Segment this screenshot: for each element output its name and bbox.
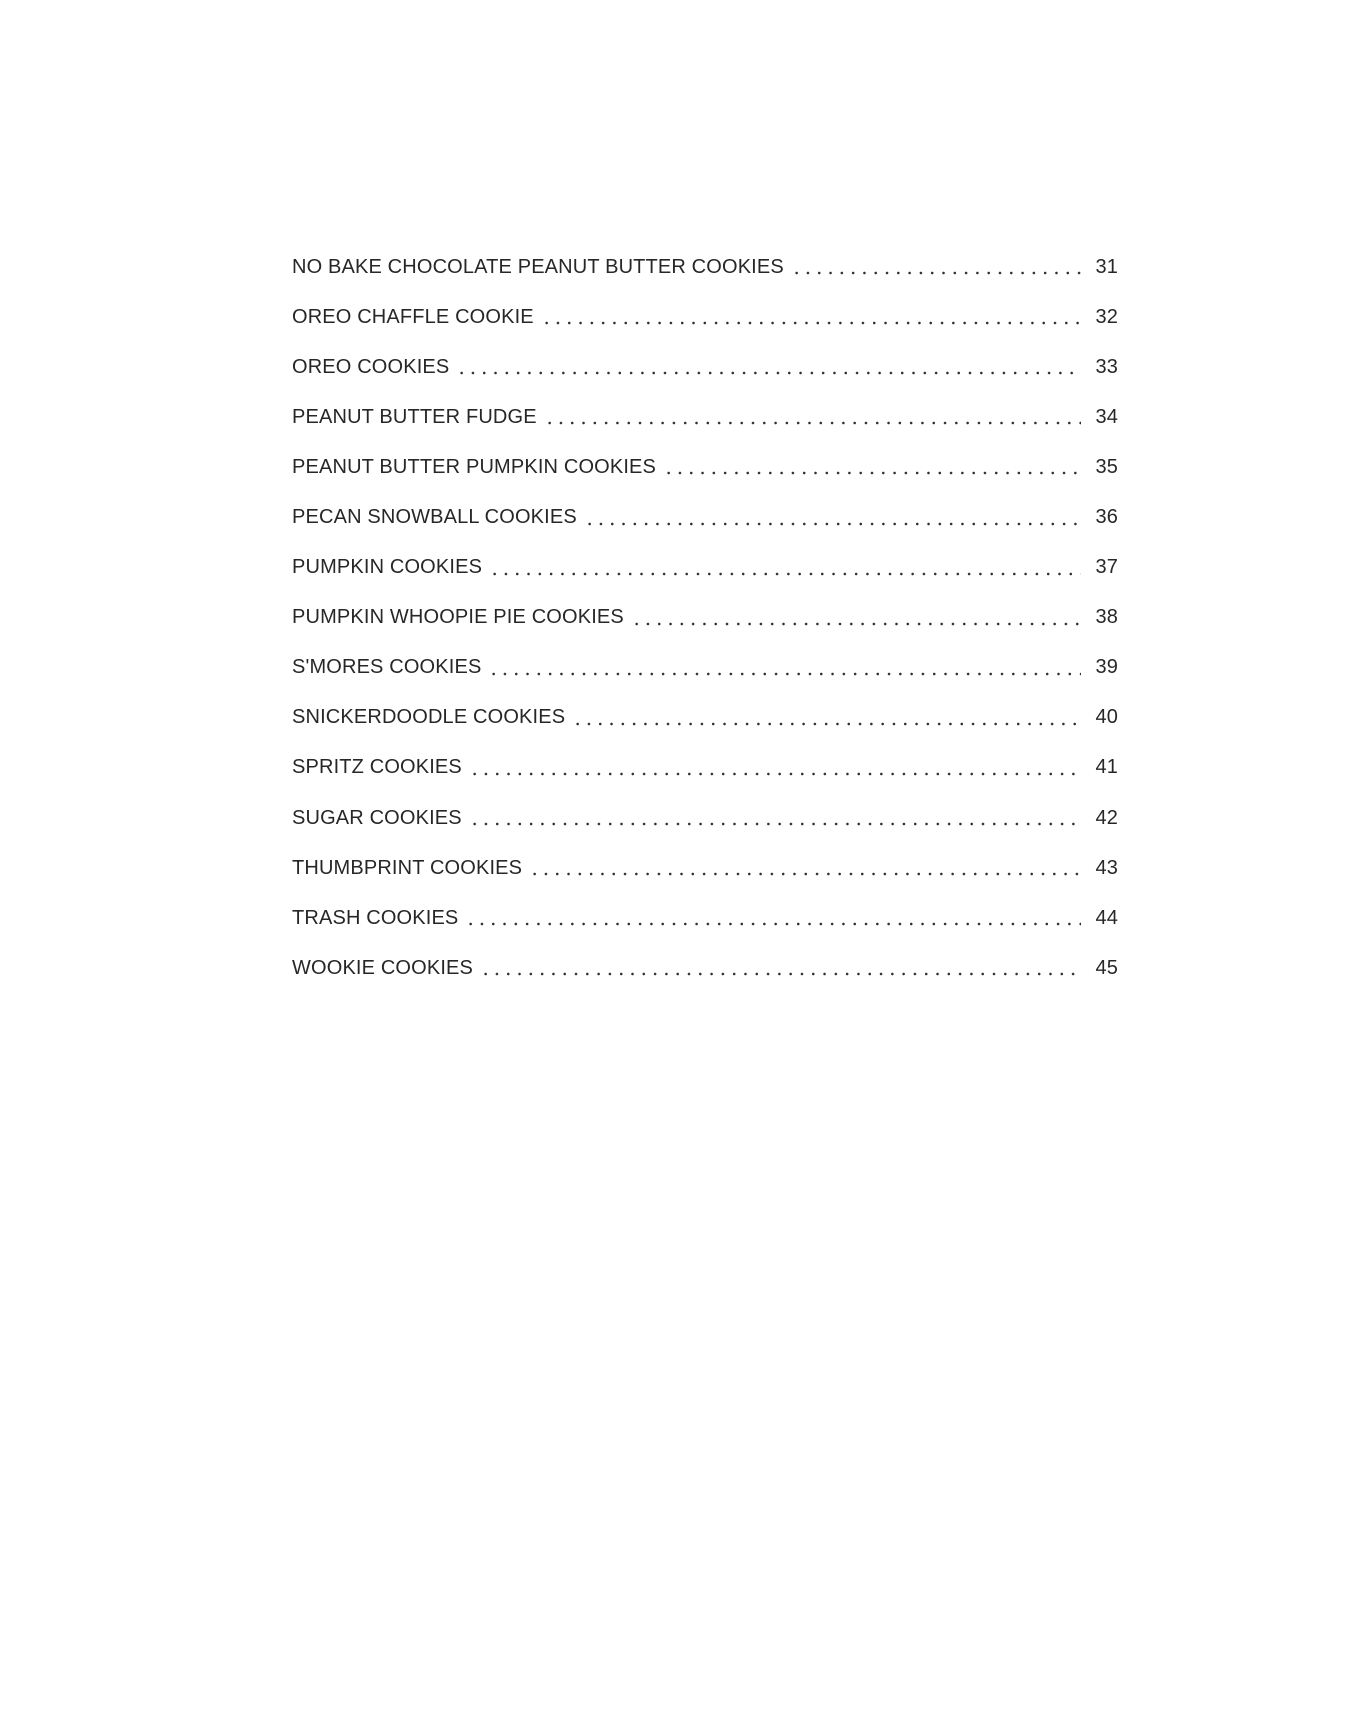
toc-entry [292, 943, 1118, 993]
dot-leader [629, 593, 1081, 643]
toc-entry-title: PUMPKIN WHOOPIE PIE COOKIES [292, 606, 624, 629]
toc-entry [292, 593, 1118, 643]
toc-entry-page-number: 45 [1095, 956, 1118, 979]
toc-entry-page-number: 35 [1095, 455, 1118, 478]
dot-leader [582, 492, 1081, 542]
dot-leader [789, 242, 1081, 292]
dot-leader [478, 943, 1081, 993]
toc-entry [292, 793, 1118, 843]
toc-entry-page-number: 33 [1095, 355, 1118, 378]
toc-entry-title: SUGAR COOKIES [292, 806, 462, 829]
dot-leader [542, 392, 1081, 442]
toc-entry-page-number: 44 [1095, 906, 1118, 929]
toc-entry-page-number: 39 [1095, 656, 1118, 679]
dot-leader [661, 442, 1081, 492]
toc-entry [292, 242, 1118, 292]
dot-leader [486, 643, 1081, 693]
dot-leader [539, 292, 1081, 342]
toc-entry-title: PEANUT BUTTER FUDGE [292, 405, 537, 428]
toc-entry [292, 442, 1118, 492]
toc-entry-page-number: 34 [1095, 405, 1118, 428]
toc-entry-title: NO BAKE CHOCOLATE PEANUT BUTTER COOKIES [292, 255, 784, 278]
toc-entry-title: PEANUT BUTTER PUMPKIN COOKIES [292, 455, 657, 478]
table-of-contents [292, 242, 1118, 993]
toc-entry [292, 292, 1118, 342]
toc-entry-page-number: 38 [1095, 606, 1118, 629]
dot-leader [487, 543, 1081, 593]
toc-entry-title: THUMBPRINT COOKIES [292, 856, 523, 879]
toc-entry-title: OREO COOKIES [292, 355, 450, 378]
dot-leader [467, 743, 1081, 793]
toc-entry-page-number: 42 [1095, 806, 1118, 829]
toc-entry-page-number: 43 [1095, 856, 1118, 879]
toc-entry [292, 392, 1118, 442]
toc-entry-title: PECAN SNOWBALL COOKIES [292, 506, 577, 529]
toc-entry [292, 843, 1118, 893]
toc-entry-page-number: 31 [1095, 255, 1118, 278]
toc-entry-title: SPRITZ COOKIES [292, 756, 462, 779]
toc-entry [292, 492, 1118, 542]
toc-entry-page-number: 37 [1095, 556, 1118, 579]
toc-entry [292, 342, 1118, 392]
toc-entry-page-number: 32 [1095, 305, 1118, 328]
dot-leader [467, 793, 1081, 843]
toc-entry-page-number: 36 [1095, 506, 1118, 529]
toc-entry-title: PUMPKIN COOKIES [292, 556, 483, 579]
toc-entry-page-number: 40 [1095, 706, 1118, 729]
toc-entry [292, 743, 1118, 793]
toc-entry [292, 643, 1118, 693]
dot-leader [527, 843, 1081, 893]
dot-leader [570, 693, 1081, 743]
dot-leader [463, 893, 1081, 943]
toc-entry-title: WOOKIE COOKIES [292, 956, 474, 979]
dot-leader [454, 342, 1081, 392]
toc-entry [292, 893, 1118, 943]
toc-entry-title: TRASH COOKIES [292, 906, 459, 929]
toc-entry-page-number: 41 [1095, 756, 1118, 779]
toc-entry-title: OREO CHAFFLE COOKIE [292, 305, 534, 328]
toc-entry-title: S'MORES COOKIES [292, 656, 482, 679]
toc-entry [292, 693, 1118, 743]
toc-entry [292, 543, 1118, 593]
toc-entry-title: SNICKERDOODLE COOKIES [292, 706, 566, 729]
